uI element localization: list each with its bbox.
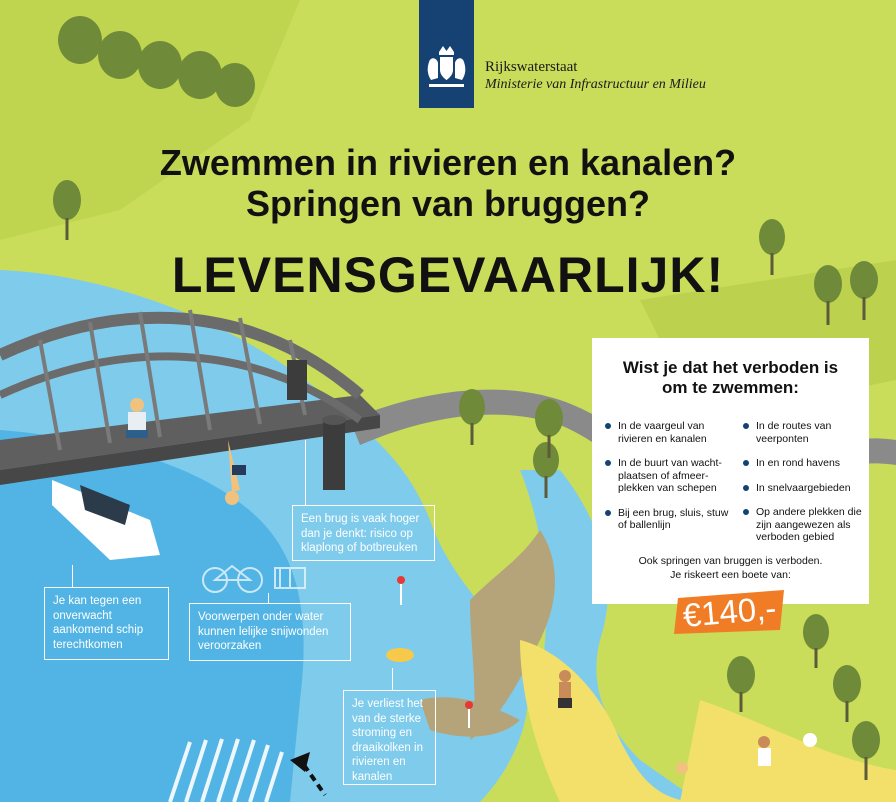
callout-current: Je verliest het van de sterke stroming en draaikolken in rivieren en kanalen xyxy=(343,690,436,785)
ministry-name: Ministerie van Infrastructuur en Milieu xyxy=(485,77,706,92)
bullet-icon xyxy=(743,423,749,429)
callout-leader xyxy=(305,440,306,505)
bullet-icon xyxy=(743,485,749,491)
headline-line-2: Springen van bruggen? xyxy=(245,183,650,224)
callout-leader xyxy=(268,593,269,603)
list-item: In de vaargeul van rivieren en kanalen xyxy=(604,420,734,445)
jump-prohibited-text: Ook springen van bruggen is verboden. xyxy=(638,555,823,567)
info-box-footer xyxy=(592,554,869,582)
callout-leader xyxy=(72,565,73,587)
callout-bridge-height: Een brug is vaak hoger dan je denkt: risico op klaplong of botbreuken xyxy=(292,505,435,561)
list-item: Op andere plekken die zijn aangewezen als verboden gebied xyxy=(742,506,864,544)
list-item: In de routes van veerponten xyxy=(742,420,864,445)
bullet-icon xyxy=(605,460,611,466)
fine-badge xyxy=(672,590,787,634)
list-item: In snelvaargebieden xyxy=(742,482,864,495)
info-box-title: Wist je dat het verboden is om te zwemmen: xyxy=(622,358,839,397)
headline-warning: LEVENSGEVAARLIJK! xyxy=(171,247,725,303)
bullet-icon xyxy=(743,509,749,515)
list-item: In en rond havens xyxy=(742,457,864,470)
fine-amount: €140,- xyxy=(681,588,778,635)
callout-leader xyxy=(392,668,393,690)
crown-lion-emblem-icon xyxy=(419,0,474,108)
headline-line-1: Zwemmen in rivieren en kanalen? xyxy=(159,142,737,183)
list-item: In de buurt van wacht-plaatsen of afmeer-plekken van schepen xyxy=(604,457,734,495)
organization-name: Rijkswaterstaat xyxy=(485,59,578,75)
fine-intro-text: Je riskeert een boete van: xyxy=(670,569,791,581)
prohibited-list-right xyxy=(742,420,864,556)
logo-block xyxy=(419,0,474,108)
bullet-icon xyxy=(743,460,749,466)
callout-ship: Je kan tegen een onverwacht aankomend schip terechtkomen xyxy=(44,587,169,660)
bullet-icon xyxy=(605,510,611,516)
info-box xyxy=(592,338,869,604)
logo-text xyxy=(485,58,706,94)
prohibited-list-left xyxy=(604,420,734,544)
list-item: Bij een brug, sluis, stuw of ballenlijn xyxy=(604,507,734,532)
bullet-icon xyxy=(605,423,611,429)
callout-objects: Voorwerpen onder water kunnen lelijke snijwonden veroorzaken xyxy=(189,603,351,661)
